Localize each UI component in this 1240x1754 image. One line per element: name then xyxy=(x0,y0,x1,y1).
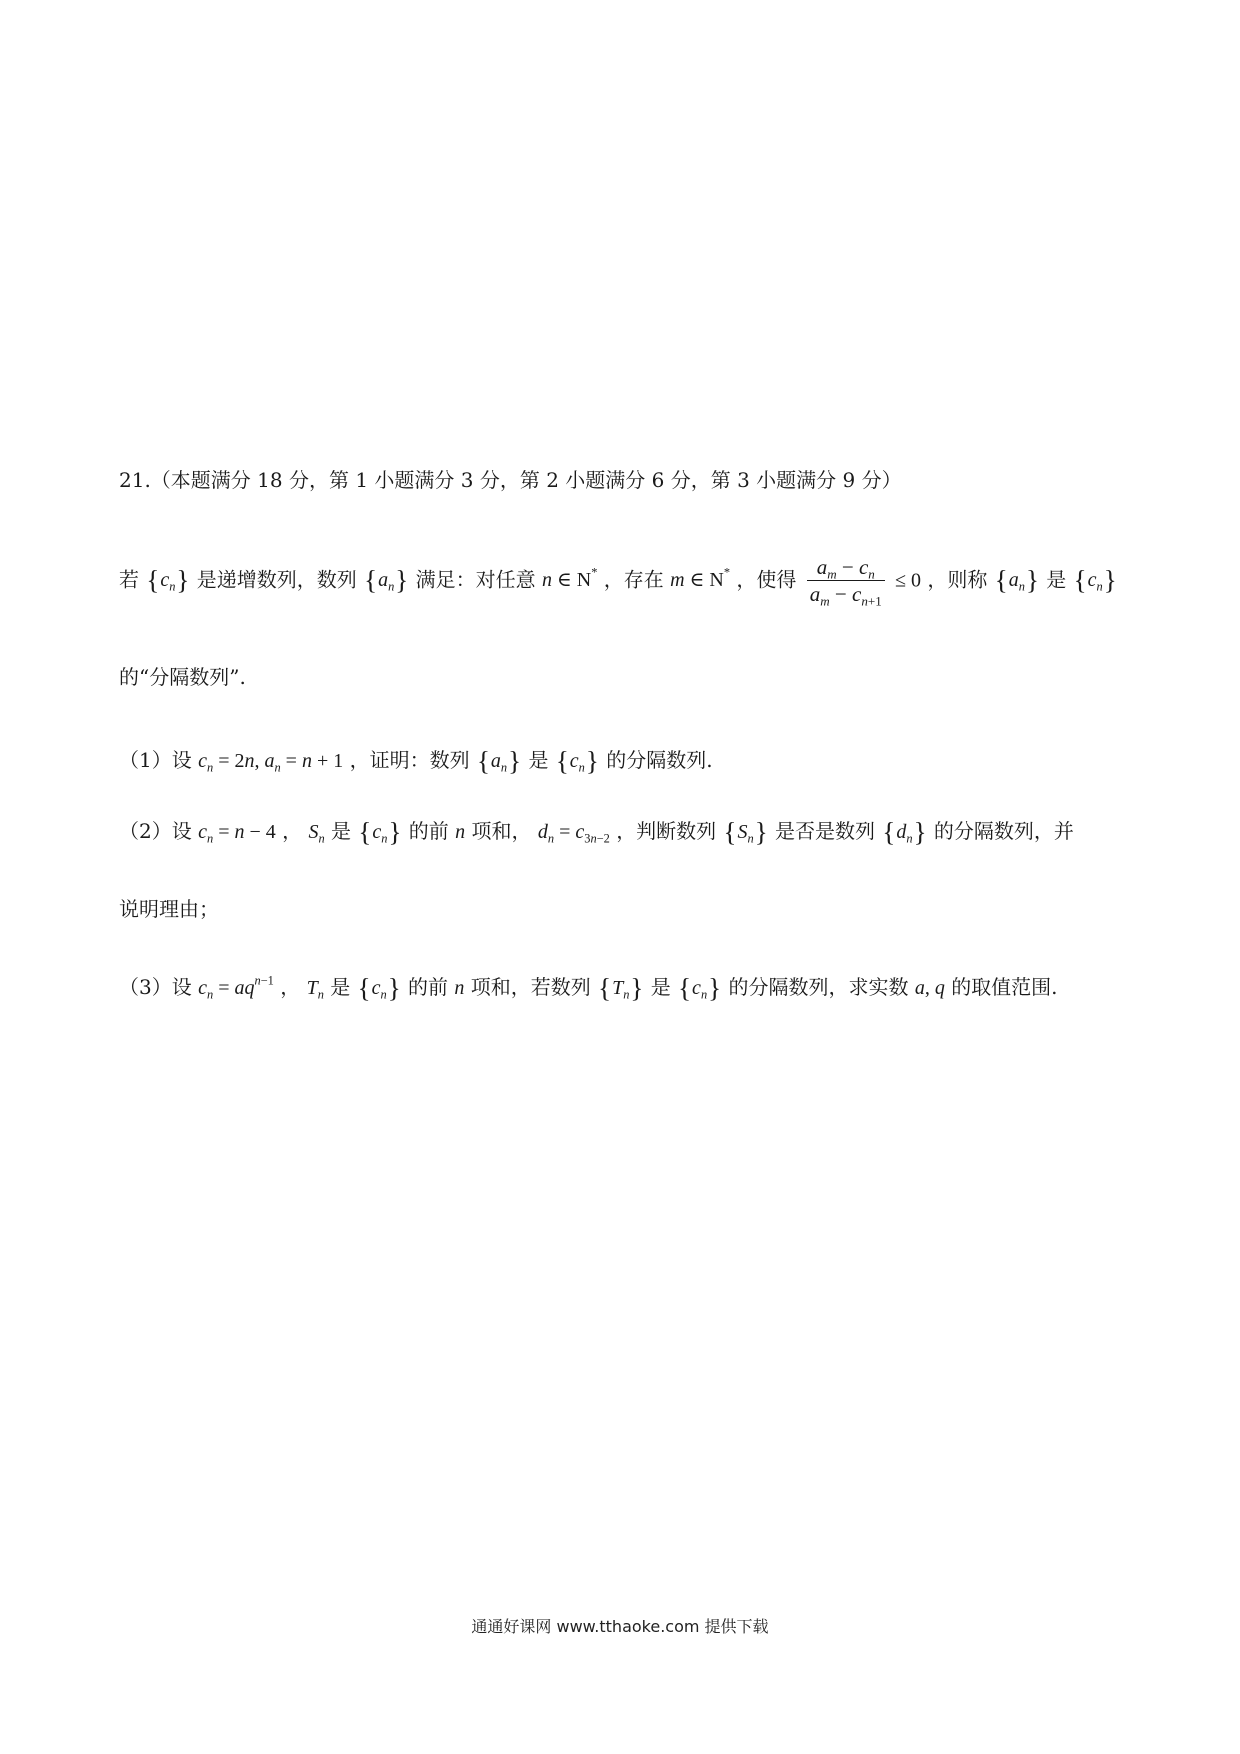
problem-intro-line2 xyxy=(119,667,246,687)
part2-text: ， xyxy=(282,818,303,843)
part-3 xyxy=(119,975,1058,1002)
intro-text: 若 xyxy=(119,567,139,592)
math-n: n xyxy=(455,820,466,843)
intro-text: ，存在 xyxy=(603,567,664,592)
math-set-a: $\{a_n\}$ xyxy=(994,565,1039,596)
intro-text: ，则称 xyxy=(927,567,988,592)
math-n: n xyxy=(454,976,465,999)
math-S-n: $S_n$ xyxy=(308,820,325,846)
part-2-line2 xyxy=(119,899,219,919)
part3-text: 项和，若数列 xyxy=(470,974,591,999)
math-set-a: $\{a_n\}$ xyxy=(476,746,522,776)
footer-text: 通通好课网 www.tthaoke.com 提供下载 xyxy=(471,1617,769,1636)
math-set-S: $\{S_n\}$ xyxy=(723,817,768,847)
math-m-in-N: m ∈ N* xyxy=(670,565,731,592)
part3-text: （3）设 xyxy=(119,974,192,999)
part1-text: ，证明：数列 xyxy=(349,747,470,772)
math-set-c: $\{c_n\}$ xyxy=(358,817,402,847)
math-p2-def-c: $c_n = n - 4$ xyxy=(198,820,276,846)
part2-text: 是 xyxy=(331,818,352,843)
part3-text: ， xyxy=(280,974,301,999)
part2-text: 是否是数列 xyxy=(775,818,876,843)
part3-text: 是 xyxy=(650,974,671,999)
part1-text: 是 xyxy=(528,747,549,772)
math-set-c: $\{c_n\}$ xyxy=(555,746,599,776)
problem-intro xyxy=(119,554,1118,608)
page-footer xyxy=(0,1614,1240,1637)
part2-text: ，判断数列 xyxy=(616,818,717,843)
part2-text: 的前 xyxy=(408,818,449,843)
math-set-a: $\{a_n\}$ xyxy=(364,565,409,596)
math-leq-zero: ≤ 0 xyxy=(895,569,922,592)
part3-text: 的取值范围. xyxy=(951,974,1058,999)
math-set-T: $\{T_n\}$ xyxy=(598,973,644,1003)
part-1 xyxy=(119,748,713,775)
math-p3-def-c: $c_n = aq^{n-1}$ xyxy=(198,973,274,1002)
part2-text: （2）设 xyxy=(119,818,192,843)
part3-text: 的分隔数列，求实数 xyxy=(728,974,909,999)
math-p2-def-d: $d_n = c_{3n-2}$ xyxy=(537,820,610,846)
intro-text: 是递增数列，数列 xyxy=(196,567,357,592)
intro-text: 是 xyxy=(1046,567,1067,592)
intro-text: 满足：对任意 xyxy=(415,567,536,592)
part3-text: 的前 xyxy=(408,974,449,999)
math-set-c: $\{c_n\}$ xyxy=(1073,565,1117,596)
math-set-d: $\{d_n\}$ xyxy=(882,817,927,847)
part2-text: 的分隔数列，并 xyxy=(933,818,1074,843)
math-p1-def: $c_n = 2n$, $a_n = n + 1$ xyxy=(198,749,344,775)
part-2 xyxy=(119,819,1074,846)
header-text: 21.（本题满分 18 分，第 1 小题满分 3 分，第 2 小题满分 6 分，第 3 小题满分 9 分） xyxy=(119,468,902,492)
part3-text: 是 xyxy=(330,974,351,999)
math-set-c: $\{c_n\}$ xyxy=(146,565,190,596)
math-set-c: $\{c_n\}$ xyxy=(678,973,722,1003)
part2-text: 项和， xyxy=(471,818,532,843)
math-T-n: $T_n$ xyxy=(306,976,324,1002)
part2-text: 说明理由； xyxy=(119,897,219,921)
problem-header xyxy=(119,470,902,490)
math-fraction: $\frac{a_m - c_n}{a_m - c_{n+1}}$ xyxy=(807,554,885,608)
math-set-c: $\{c_n\}$ xyxy=(357,973,401,1003)
part1-text: 的分隔数列. xyxy=(606,747,713,772)
part1-text: （1）设 xyxy=(119,747,192,772)
intro-text: ，使得 xyxy=(736,567,797,592)
math-n-in-N: n ∈ N* xyxy=(541,565,598,592)
intro-text: 的“分隔数列”. xyxy=(119,665,246,689)
math-a-q: a, q xyxy=(914,976,945,999)
